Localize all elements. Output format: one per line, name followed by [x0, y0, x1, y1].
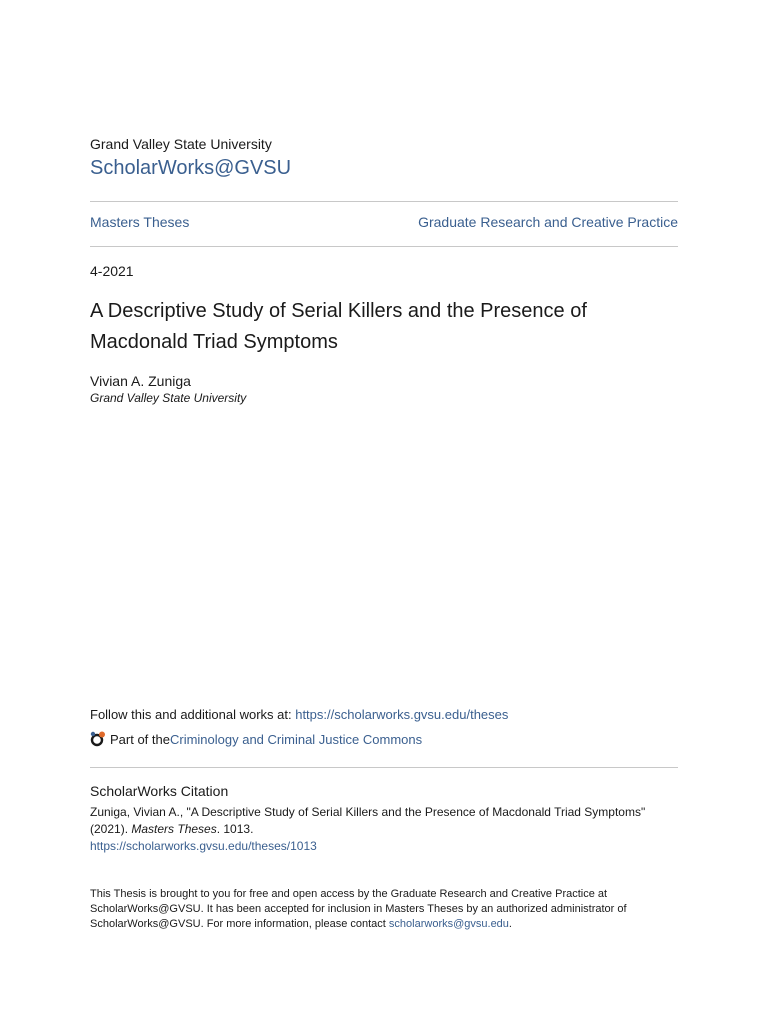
citation-series: Masters Theses	[131, 822, 217, 836]
follow-prefix: Follow this and additional works at:	[90, 707, 296, 722]
citation-body	[90, 804, 680, 855]
institution-name: Grand Valley State University	[90, 136, 272, 152]
top-divider	[90, 201, 678, 202]
contact-email-link[interactable]: scholarworks@gvsu.edu	[388, 918, 509, 930]
network-commons-icon	[90, 731, 106, 747]
citation-url-link[interactable]: https://scholarworks.gvsu.edu/theses/1013	[90, 839, 317, 853]
citation-number: . 1013.	[216, 822, 254, 836]
access-notice-text: This Thesis is brought to you for free and open access by the Graduate Research and Creative Practice at ScholarWorks@GVSU. It has been accepted for inclusion in Masters Theses by an authorized administrator of ScholarWorks@GVSU. For more information, please contact	[90, 888, 627, 930]
part-of-line	[90, 731, 422, 747]
follow-line	[90, 707, 508, 722]
access-notice	[90, 887, 660, 932]
criminology-commons-link[interactable]: Criminology and Criminal Justice Commons	[169, 731, 423, 747]
citation-divider	[90, 767, 678, 768]
site-name-link[interactable]: ScholarWorks@GVSU	[90, 157, 292, 179]
access-notice-suffix: .	[508, 918, 512, 930]
citation-heading: ScholarWorks Citation	[90, 783, 229, 799]
theses-collection-link[interactable]: https://scholarworks.gvsu.edu/theses	[295, 707, 509, 722]
author-name: Vivian A. Zuniga	[90, 373, 191, 389]
graduate-research-link[interactable]: Graduate Research and Creative Practice	[418, 214, 678, 230]
part-of-prefix: Part of the	[110, 731, 170, 747]
document-title: A Descriptive Study of Serial Killers and the Presence of Macdonald Triad Symptoms	[90, 300, 587, 353]
author-affiliation: Grand Valley State University	[90, 391, 247, 405]
nav-divider	[90, 246, 678, 247]
masters-theses-link[interactable]: Masters Theses	[90, 214, 190, 230]
citation-text: Zuniga, Vivian A., "A Descriptive Study of Serial Killers and the Presence of Macdonald Triad Symptoms" (2021).	[90, 805, 646, 836]
publication-date: 4-2021	[90, 263, 134, 279]
